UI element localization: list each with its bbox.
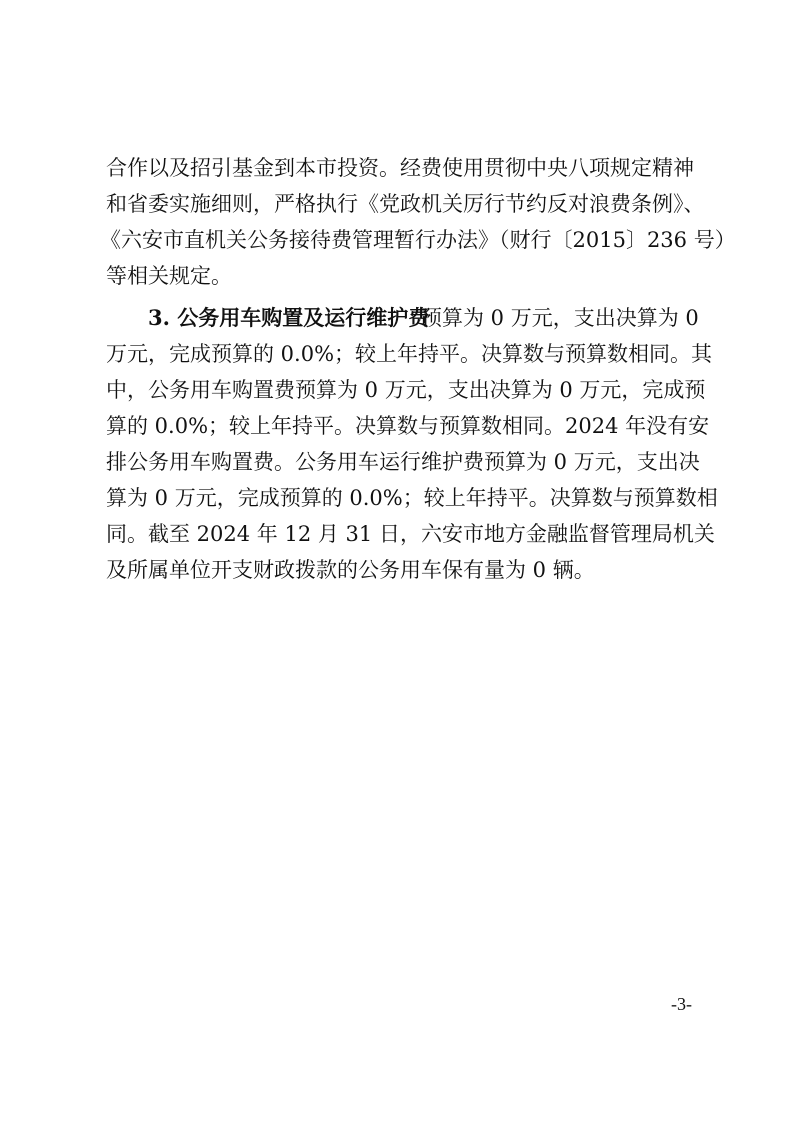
text-line: 排公务用车购置费。公务用车运行维护费预算为 0 万元，支出决 <box>106 450 700 474</box>
paragraph-1-line-4 <box>0 258 793 294</box>
text-line: 预算为 0 万元，支出决算为 0 <box>421 306 699 330</box>
paragraph-2-line-2 <box>0 336 793 372</box>
paragraph-2-line-8 <box>0 552 793 588</box>
text-line: 算为 0 万元，完成预算的 0.0%；较上年持平。决算数与预算数相 <box>106 486 718 510</box>
text-line: 《六安市直机关公务接待费管理暂行办法》（财行〔2015〕236 号） <box>100 228 736 252</box>
text-line: 万元，完成预算的 0.0%；较上年持平。决算数与预算数相同。其 <box>106 342 713 366</box>
paragraph-1-line-3 <box>0 222 793 258</box>
text-line: 及所属单位开支财政拨款的公务用车保有量为 0 辆。 <box>106 558 595 582</box>
text-line: 中，公务用车购置费预算为 0 万元，支出决算为 0 万元，完成预 <box>106 378 706 402</box>
text-line: 等相关规定。 <box>106 264 232 288</box>
page-number: -3- <box>671 994 692 1014</box>
paragraph-2-line-6 <box>0 480 793 516</box>
paragraph-2-line-7 <box>0 516 793 552</box>
paragraph-2-line-1 <box>0 300 793 336</box>
text-line: 同。截至 2024 年 12 月 31 日，六安市地方金融监督管理局机关 <box>106 522 715 546</box>
paragraph-2-line-4 <box>0 408 793 444</box>
section-heading: 3. 公务用车购置及运行维护费 <box>148 305 430 330</box>
paragraph-2-line-3 <box>0 372 793 408</box>
paragraph-1-line-2 <box>0 186 793 222</box>
paragraph-1-line-1 <box>0 150 793 186</box>
text-line: 和省委实施细则，严格执行《党政机关厉行节约反对浪费条例》、 <box>106 192 705 216</box>
text-line: 合作以及招引基金到本市投资。经费使用贯彻中央八项规定精神 <box>106 156 694 180</box>
paragraph-2-line-5 <box>0 444 793 480</box>
text-line: 算的 0.0%；较上年持平。决算数与预算数相同。2024 年没有安 <box>106 414 710 438</box>
